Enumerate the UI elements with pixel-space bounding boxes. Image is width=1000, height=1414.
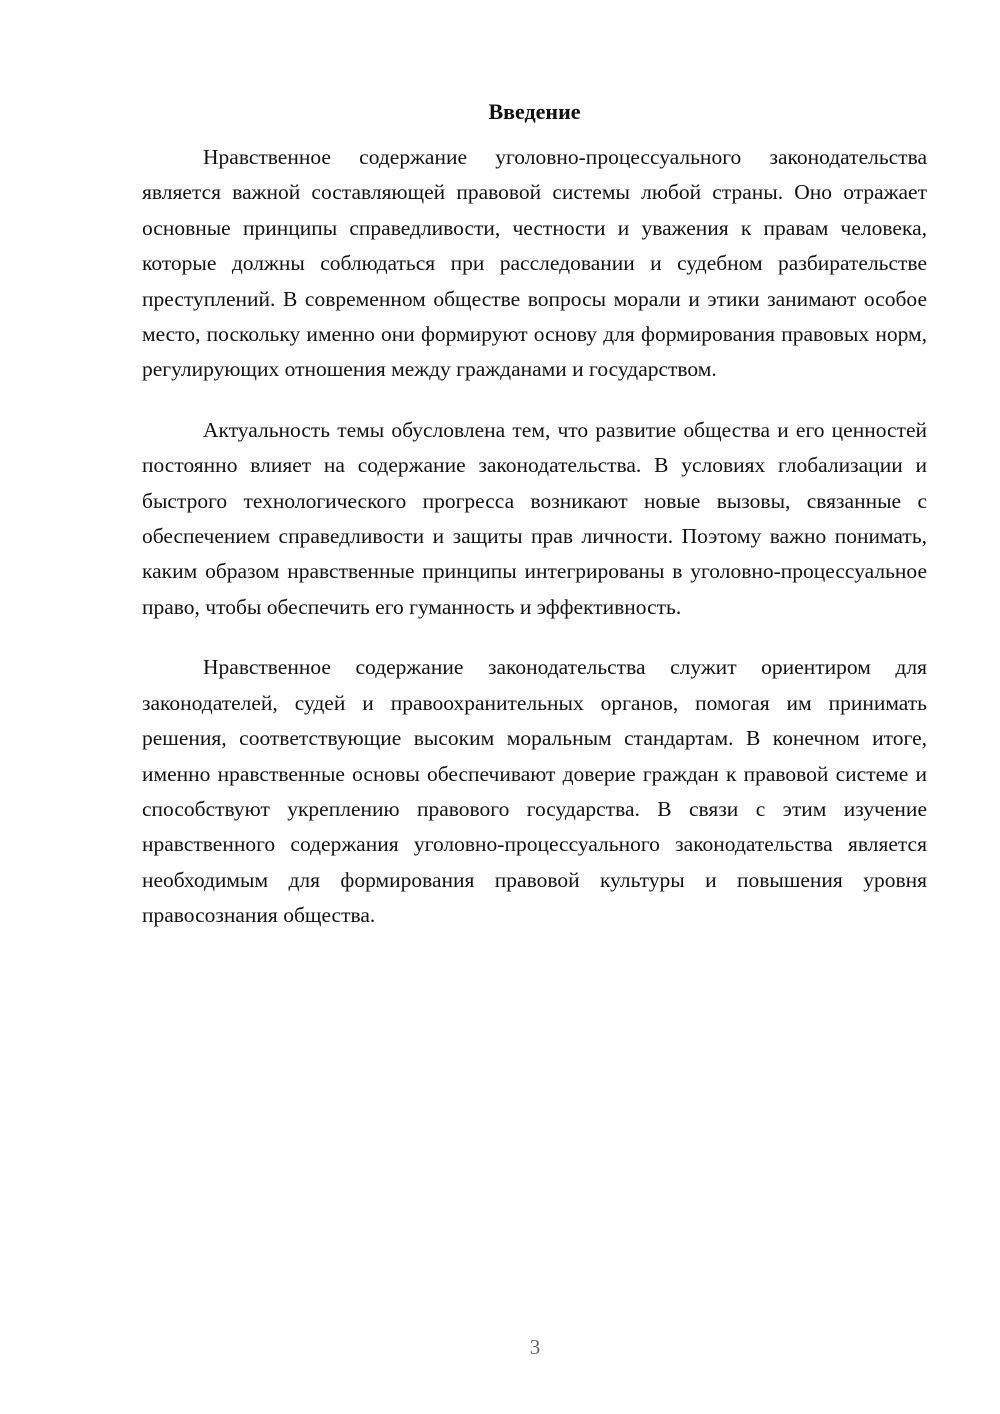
body-text [142,140,927,959]
page-number: 3 [529,1335,541,1359]
paragraph-3: Нравственное содержание законодательства служит ориентиром для законодателей, судей и правоохранительных органов, помогая им принимать решения, соответствующие высоким моральным стандартам. В конечном итоге, именно нравственные основы обеспечивают доверие граждан к правовой системе и способствуют укреплению правового государства. В связи с этим изучение нравственного содержания уголовно-процессуального законодательства является необходимым для формирования правовой культуры и повышения уровня правосознания общества. [142,655,927,928]
paragraph-1: Нравственное содержание уголовно-процессуального законодательства является важной составляющей правовой системы любой страны. Оно отражает основные принципы справедливости, честности и уважения к правам человека, которые должны соблюдаться при расследовании и судебном разбирательстве преступлений. В современном обществе вопросы морали и этики занимают особое место, поскольку именно они формируют основу для формирования правовых норм, регулирующих отношения между гражданами и государством. [142,145,927,382]
section-title: Введение [488,99,581,124]
paragraph-2: Актуальность темы обусловлена тем, что развитие общества и его ценностей постоянно влияет на содержание законодательства. В условиях глобализации и быстрого технологического прогресса возникают новые вызовы, связанные с обеспечением справедливости и защиты прав личности. Поэтому важно понимать, каким образом нравственные принципы интегрированы в уголовно-процессуальное право, чтобы обеспечить его гуманность и эффективность. [142,417,927,619]
